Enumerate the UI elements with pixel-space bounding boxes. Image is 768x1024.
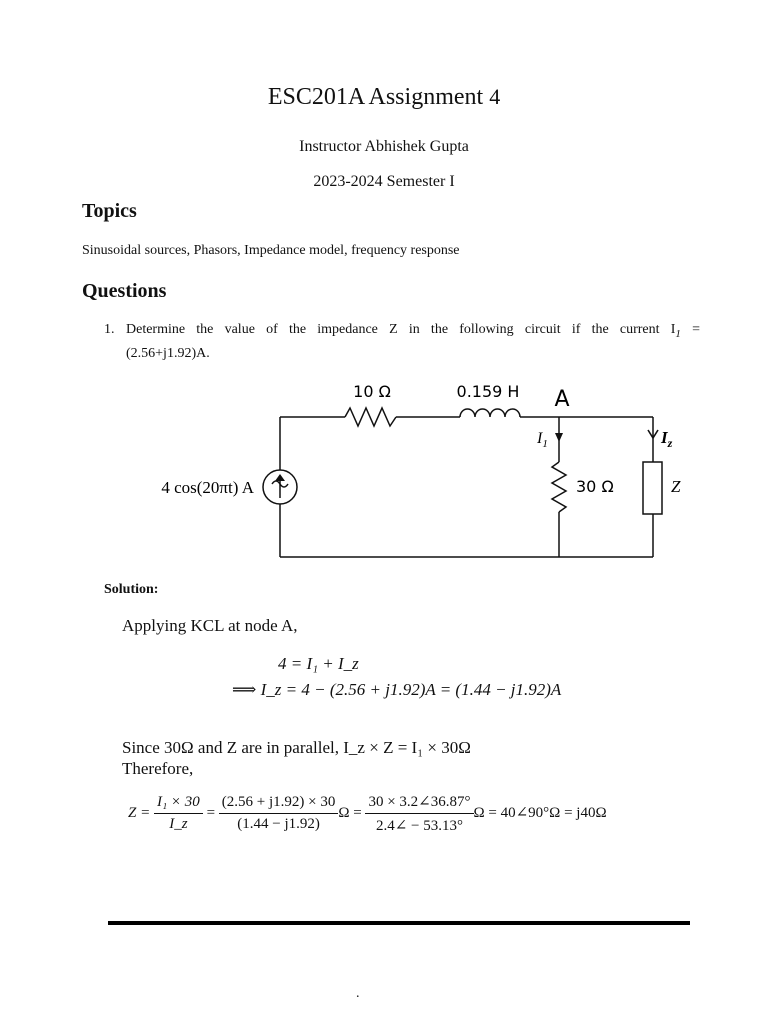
solution-line2: Since 30Ω and Z are in parallel, I_z × Z = I₁ × 30Ω xyxy=(122,738,471,757)
iz-equation xyxy=(232,680,561,700)
solution-label: Solution: xyxy=(104,582,159,597)
source-arrow-icon xyxy=(275,474,285,481)
horizontal-rule xyxy=(108,921,690,925)
question-current-sub: 1 xyxy=(675,327,681,340)
title-text: ESC201A Assignment xyxy=(267,84,484,110)
implies-symbol: ⟹ xyxy=(232,680,257,699)
title-number: 4 xyxy=(489,84,501,109)
node-a-label: A xyxy=(554,387,570,412)
fraction-3: $\frac{30 \times 3.2\angle 36.87^\circ}{2.4\angle - 53.13^\circ}$ xyxy=(365,792,473,835)
iz-equation-text: I_z = 4 − (2.56 + j1.92)A = (1.44 − j1.92)A xyxy=(260,680,562,699)
fraction-1: $\frac{\text{I₁ × 30}}{I\_z}$ xyxy=(154,794,203,833)
kcl-equation: 4 = I₁ + I_z xyxy=(278,654,359,673)
z-derivation: Z = $\frac{\text{I₁ × 30}}{I\_z}$ = $\frac{(2.56 + j1.92) \times 30}{(1.44 - j1.92)}$ Ω = $\frac{30 \times 3.2\angle 36.87^\circ}{2.4\angle - 53.13^\circ}$ Ω = 40∠90°Ω = j40Ω xyxy=(128,794,607,834)
impedance-label: Z xyxy=(671,477,681,496)
question-number: 1. xyxy=(104,322,115,337)
page-title xyxy=(0,84,768,111)
topics-text: Sinusoidal sources, Phasors, Impedance model, frequency response xyxy=(82,243,460,258)
circuit-diagram xyxy=(0,370,768,570)
footer-dot: . xyxy=(356,986,360,1001)
source-label: 4 cos(20πt) A xyxy=(161,478,254,497)
fraction-2: $\frac{(2.56 + j1.92) \times 30}{(1.44 - j1.92)}$ xyxy=(219,794,339,833)
z-lhs: Z = xyxy=(128,804,151,821)
current1-label: $I_1$ xyxy=(537,430,548,450)
resistor-10-symbol xyxy=(345,408,396,426)
solution-line3: Therefore, xyxy=(122,759,194,778)
semester-line: 2023-2024 Semester I xyxy=(313,173,455,190)
current1-arrow-icon xyxy=(555,433,563,442)
question-text-line2: (2.56+j1.92)A. xyxy=(126,345,210,361)
questions-heading: Questions xyxy=(82,280,167,302)
topics-heading: Topics xyxy=(82,200,137,222)
resistor-10-label: 10 Ω xyxy=(353,382,391,401)
question-equals: = xyxy=(692,322,701,337)
question-text: Determine the value of the impedance Z in the following circuit if the current I xyxy=(126,322,676,337)
z-result: Ω = 40∠90°Ω = j40Ω xyxy=(473,804,607,821)
question-1 xyxy=(104,320,700,364)
inductor-symbol xyxy=(460,409,520,417)
impedance-box xyxy=(643,462,662,514)
resistor-30-symbol xyxy=(552,462,566,512)
inductor-label: 0.159 H xyxy=(456,382,520,401)
question-text-line1 xyxy=(126,320,700,344)
solution-line1: Applying KCL at node A, xyxy=(122,616,298,635)
resistor-30-label: 30 Ω xyxy=(576,477,614,496)
currentz-label: $I_z$ xyxy=(661,428,673,450)
instructor-line: Instructor Abhishek Gupta xyxy=(299,138,469,155)
